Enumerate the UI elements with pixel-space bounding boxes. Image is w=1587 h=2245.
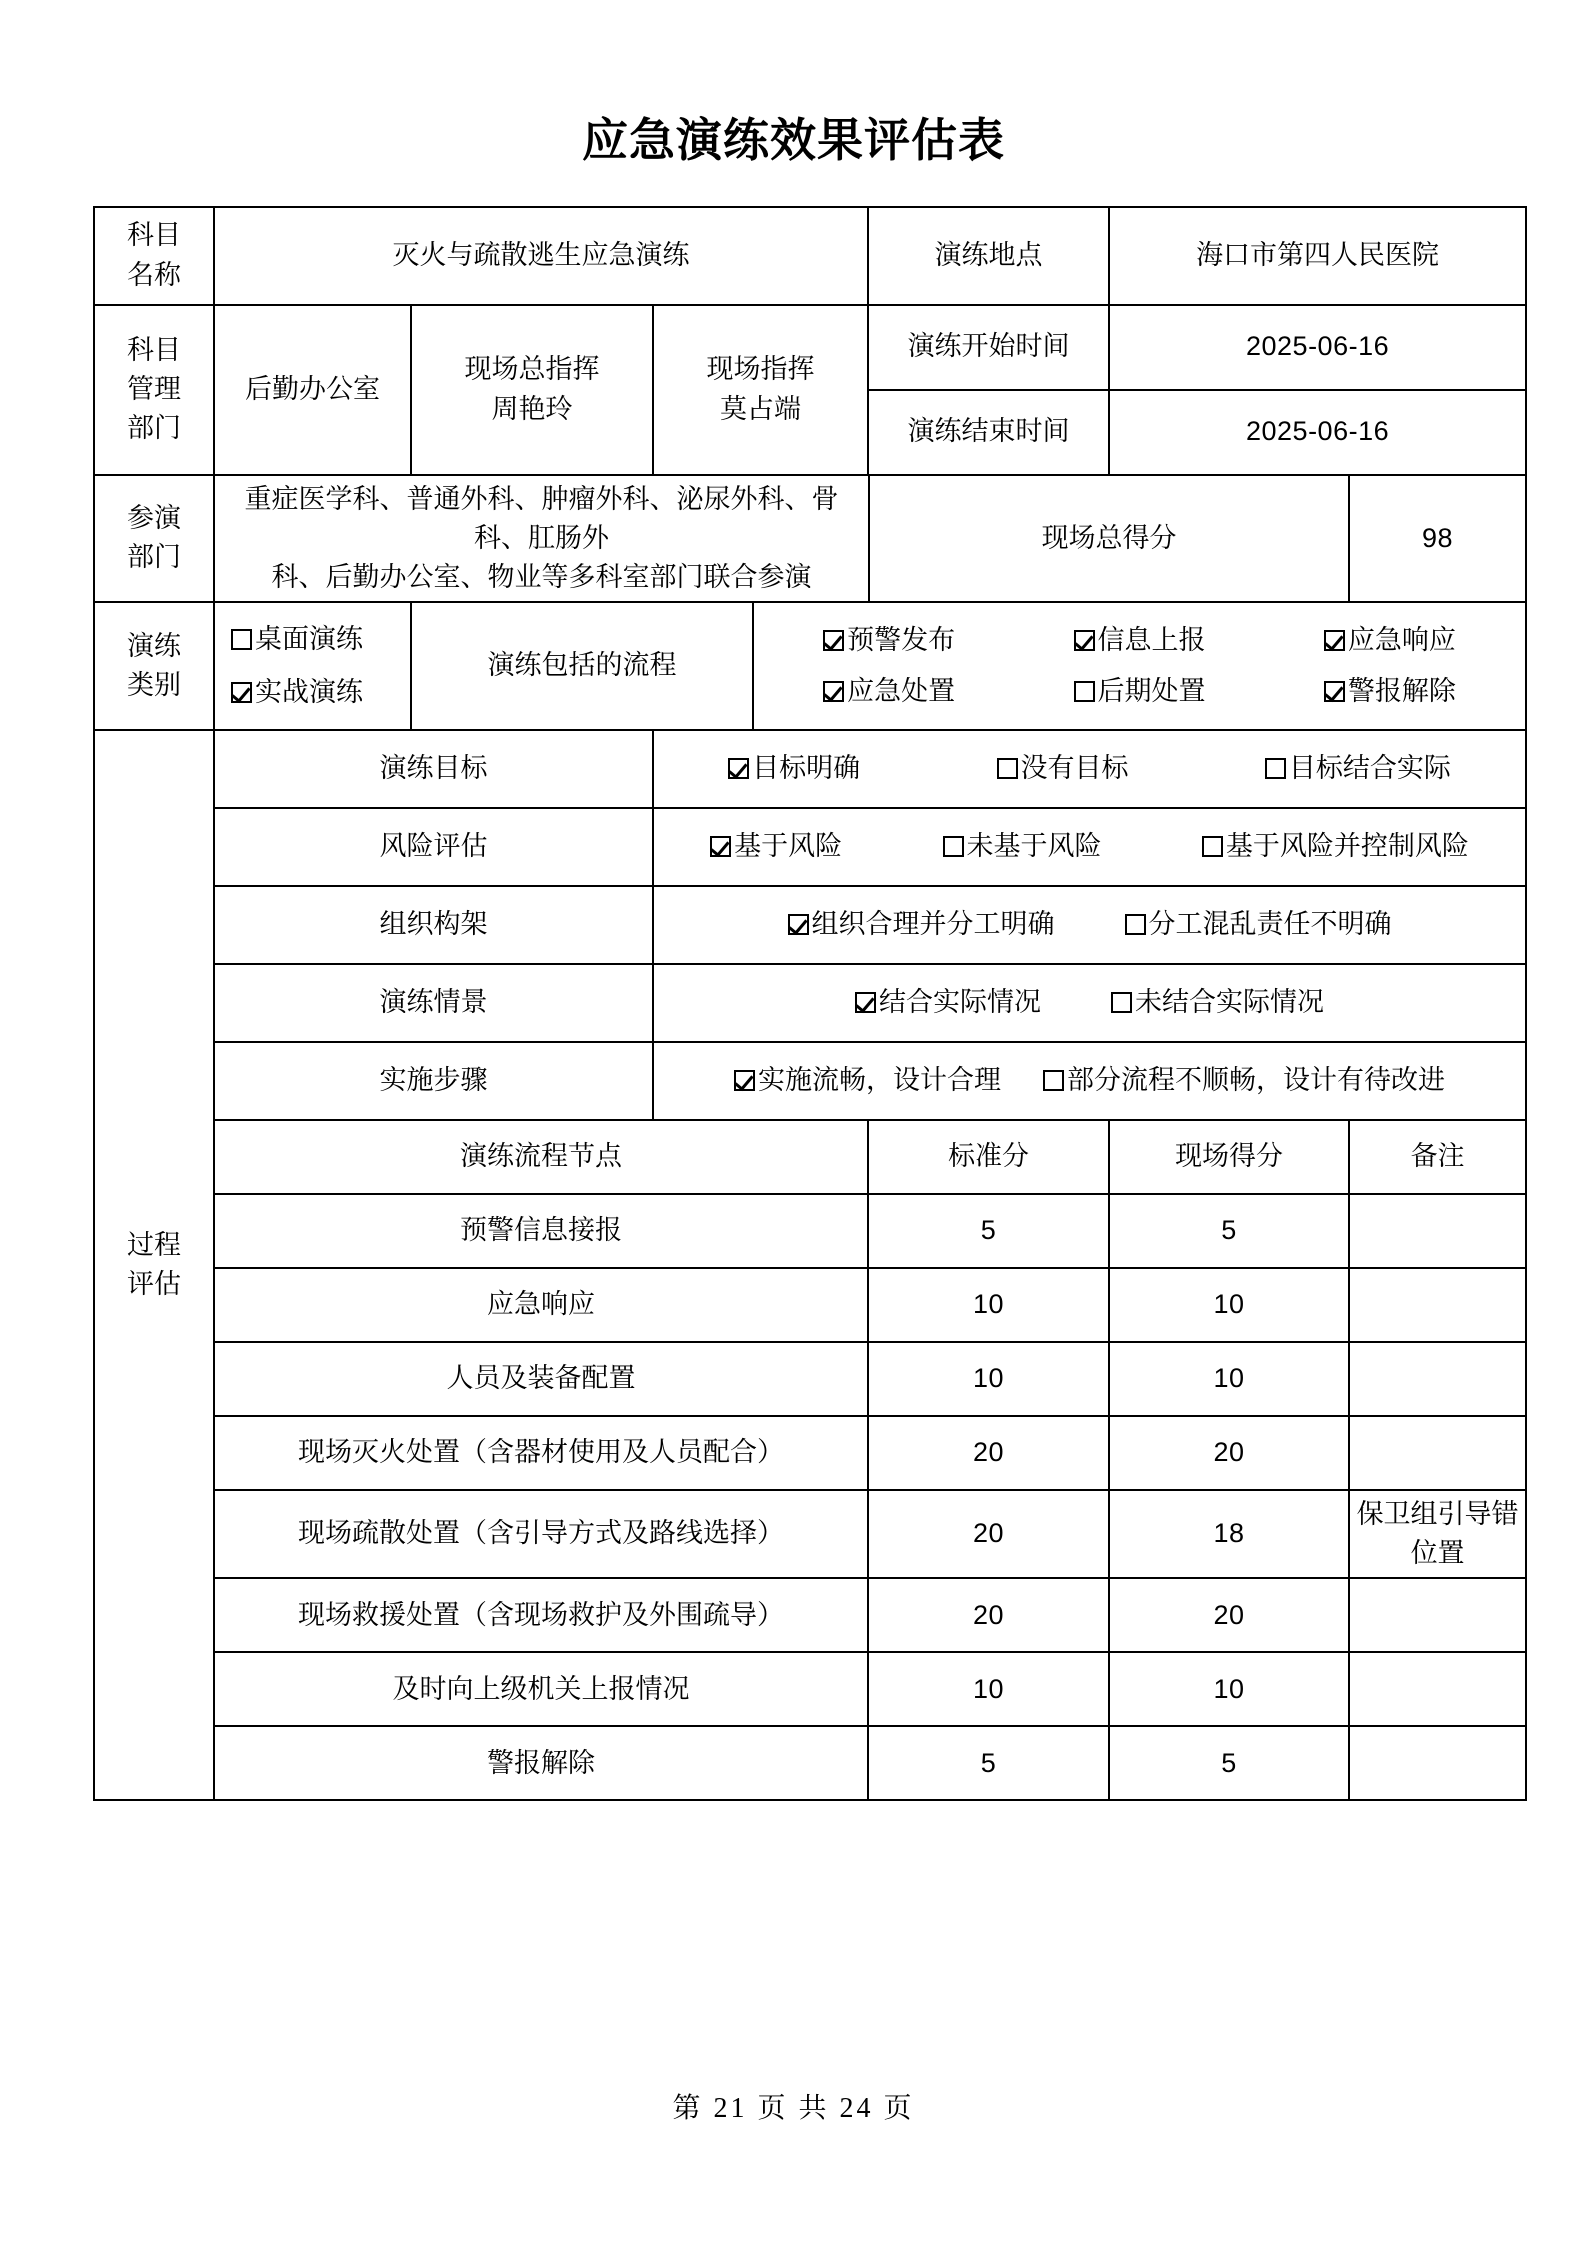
table-row-score xyxy=(94,1652,1526,1726)
subject-dept-value: 后勤办公室 xyxy=(214,305,411,475)
score-header-actual: 现场得分 xyxy=(1109,1120,1349,1194)
score-standard: 10 xyxy=(868,1342,1109,1416)
participants-value xyxy=(214,475,869,602)
drill-category-label-line2: 类别 xyxy=(127,669,181,700)
checkbox-option-warning-release[interactable] xyxy=(823,621,955,660)
total-score-value: 98 xyxy=(1349,475,1526,602)
chief-commander-name: 周艳玲 xyxy=(491,393,573,424)
score-header-remark: 备注 xyxy=(1349,1120,1526,1194)
criteria-name-risk: 风险评估 xyxy=(214,808,653,886)
checkbox-checked-icon[interactable] xyxy=(710,836,731,857)
checkbox-checked-icon[interactable] xyxy=(1324,681,1345,702)
checkbox-option-tabletop-drill[interactable] xyxy=(231,620,363,659)
score-node: 应急响应 xyxy=(214,1268,868,1342)
checkbox-checked-icon[interactable] xyxy=(823,630,844,651)
criteria-options-goal xyxy=(653,730,1526,808)
checkbox-checked-icon[interactable] xyxy=(1324,630,1345,651)
score-standard: 5 xyxy=(868,1194,1109,1268)
chief-commander-cell xyxy=(411,305,653,475)
checkbox-option-risk-controlled[interactable] xyxy=(1202,827,1469,866)
criteria-name-goal: 演练目标 xyxy=(214,730,653,808)
score-remark xyxy=(1349,1268,1526,1342)
table-row-participants xyxy=(94,475,1526,602)
checkbox-label: 目标明确 xyxy=(752,753,861,784)
table-row-score-header xyxy=(94,1120,1526,1194)
checkbox-label: 后期处置 xyxy=(1097,675,1206,706)
participants-value-line2: 科、后勤办公室、物业等多科室部门联合参演 xyxy=(271,561,812,592)
total-score-label: 现场总得分 xyxy=(869,475,1349,602)
table-row-score xyxy=(94,1194,1526,1268)
checkbox-option-post-disposal[interactable] xyxy=(1074,672,1206,711)
score-remark xyxy=(1349,1416,1526,1490)
site-commander-name: 莫占端 xyxy=(720,393,802,424)
checkbox-option-org-chaotic[interactable] xyxy=(1125,905,1392,944)
score-node: 人员及装备配置 xyxy=(214,1342,868,1416)
score-standard: 10 xyxy=(868,1268,1109,1342)
evaluation-table xyxy=(93,206,1527,1802)
criteria-options-risk xyxy=(653,808,1526,886)
checkbox-checked-icon[interactable] xyxy=(734,1070,755,1091)
checkbox-option-risk-based[interactable] xyxy=(710,827,842,866)
subject-dept-label xyxy=(94,305,214,475)
checkbox-label: 未基于风险 xyxy=(966,831,1102,862)
checkbox-label: 警报解除 xyxy=(1347,675,1456,706)
checkbox-label: 信息上报 xyxy=(1097,624,1206,655)
checkbox-icon[interactable] xyxy=(1265,758,1286,779)
subject-name-label xyxy=(94,207,214,305)
subject-name-label-line2: 名称 xyxy=(127,259,181,290)
score-header-standard: 标准分 xyxy=(868,1120,1109,1194)
checkbox-label: 应急响应 xyxy=(1347,624,1456,655)
checkbox-option-not-risk-based[interactable] xyxy=(943,827,1102,866)
score-remark xyxy=(1349,1578,1526,1652)
score-remark xyxy=(1349,1194,1526,1268)
drill-category-label xyxy=(94,602,214,730)
score-actual: 18 xyxy=(1109,1490,1349,1578)
process-eval-label-line2: 评估 xyxy=(127,1269,181,1300)
checkbox-option-steps-improve[interactable] xyxy=(1043,1061,1445,1100)
score-actual: 20 xyxy=(1109,1416,1349,1490)
score-actual: 10 xyxy=(1109,1268,1349,1342)
checkbox-option-goal-practical[interactable] xyxy=(1265,749,1451,788)
checkbox-label: 桌面演练 xyxy=(255,623,363,654)
subject-name-value: 灭火与疏散逃生应急演练 xyxy=(214,207,868,305)
subject-name-label-line1: 科目 xyxy=(127,220,181,251)
checkbox-option-no-goal[interactable] xyxy=(997,749,1129,788)
checkbox-label: 没有目标 xyxy=(1020,753,1129,784)
checkbox-checked-icon[interactable] xyxy=(823,681,844,702)
checkbox-icon[interactable] xyxy=(1074,681,1095,702)
checkbox-label: 实战演练 xyxy=(255,676,363,707)
checkbox-option-goal-clear[interactable] xyxy=(728,749,860,788)
criteria-name-org: 组织构架 xyxy=(214,886,653,964)
checkbox-icon[interactable] xyxy=(1125,914,1146,935)
subject-dept-label-line2: 管理 xyxy=(127,373,181,404)
score-actual: 10 xyxy=(1109,1652,1349,1726)
drill-flow-options xyxy=(753,602,1526,730)
score-node: 及时向上级机关上报情况 xyxy=(214,1652,868,1726)
table-row-drill-category xyxy=(94,602,1526,730)
drill-category-label-line1: 演练 xyxy=(127,630,181,661)
end-time-value: 2025-06-16 xyxy=(1109,390,1526,475)
page-title: 应急演练效果评估表 xyxy=(582,114,1005,166)
criteria-name-scenario: 演练情景 xyxy=(214,964,653,1042)
table-row-criteria-org xyxy=(94,886,1526,964)
score-node: 现场疏散处置（含引导方式及路线选择） xyxy=(214,1490,868,1578)
table-row-score xyxy=(94,1342,1526,1416)
checkbox-label: 基于风险 xyxy=(734,831,843,862)
participants-value-line1: 重症医学科、普通外科、肿瘤外科、泌尿外科、骨科、肛肠外 xyxy=(244,483,839,553)
score-remark: 保卫组引导错位置 xyxy=(1349,1490,1526,1578)
checkbox-icon[interactable] xyxy=(997,758,1018,779)
checkbox-option-org-reasonable[interactable] xyxy=(788,905,1055,944)
checkbox-label: 结合实际情况 xyxy=(879,987,1042,1018)
site-commander-cell xyxy=(653,305,868,475)
score-standard: 10 xyxy=(868,1652,1109,1726)
checkbox-label: 部分流程不顺畅，设计有待改进 xyxy=(1067,1065,1446,1096)
score-actual: 5 xyxy=(1109,1726,1349,1800)
participants-label-line1: 参演 xyxy=(127,503,181,534)
checkbox-label: 实施流畅，设计合理 xyxy=(758,1065,1002,1096)
score-remark xyxy=(1349,1726,1526,1800)
score-standard: 20 xyxy=(868,1490,1109,1578)
checkbox-label: 基于风险并控制风险 xyxy=(1225,831,1469,862)
checkbox-label: 目标结合实际 xyxy=(1288,753,1451,784)
checkbox-label: 预警发布 xyxy=(847,624,956,655)
checkbox-option-steps-smooth[interactable] xyxy=(734,1061,1001,1100)
checkbox-checked-icon[interactable] xyxy=(231,682,252,703)
score-actual: 5 xyxy=(1109,1194,1349,1268)
table-row-score xyxy=(94,1490,1526,1578)
checkbox-checked-icon[interactable] xyxy=(1074,630,1095,651)
checkbox-checked-icon[interactable] xyxy=(788,914,809,935)
checkbox-checked-icon[interactable] xyxy=(855,992,876,1013)
participants-label xyxy=(94,475,214,602)
score-node: 现场灭火处置（含器材使用及人员配合） xyxy=(214,1416,868,1490)
checkbox-option-info-report[interactable] xyxy=(1074,621,1206,660)
score-standard: 5 xyxy=(868,1726,1109,1800)
score-actual: 10 xyxy=(1109,1342,1349,1416)
table-row-score xyxy=(94,1268,1526,1342)
drill-flow-options-row2 xyxy=(764,672,1515,711)
criteria-options-scenario xyxy=(653,964,1526,1042)
drill-category-options xyxy=(214,602,411,730)
criteria-name-steps: 实施步骤 xyxy=(214,1042,653,1120)
score-node: 警报解除 xyxy=(214,1726,868,1800)
checkbox-label: 应急处置 xyxy=(847,675,956,706)
chief-commander-label: 现场总指挥 xyxy=(464,354,600,385)
table-row-subject-name xyxy=(94,207,1526,305)
checkbox-option-scenario-practical[interactable] xyxy=(855,983,1041,1022)
checkbox-icon[interactable] xyxy=(1043,1070,1064,1091)
score-remark xyxy=(1349,1342,1526,1416)
end-time-label: 演练结束时间 xyxy=(868,390,1109,475)
table-row-score xyxy=(94,1726,1526,1800)
criteria-options-steps xyxy=(653,1042,1526,1120)
checkbox-label: 未结合实际情况 xyxy=(1135,987,1325,1018)
location-label: 演练地点 xyxy=(868,207,1109,305)
checkbox-option-emergency-disposal[interactable] xyxy=(823,672,955,711)
table-row-criteria-steps xyxy=(94,1042,1526,1120)
score-node: 预警信息接报 xyxy=(214,1194,868,1268)
process-eval-label-line1: 过程 xyxy=(127,1229,181,1260)
site-commander-label: 现场指挥 xyxy=(706,354,815,385)
checkbox-icon[interactable] xyxy=(231,629,252,650)
checkbox-checked-icon[interactable] xyxy=(728,758,749,779)
subject-dept-label-line3: 部门 xyxy=(127,413,181,444)
checkbox-icon[interactable] xyxy=(943,836,964,857)
score-actual: 20 xyxy=(1109,1578,1349,1652)
score-header-node: 演练流程节点 xyxy=(214,1120,868,1194)
page-footer: 第 21 页 共 24 页 xyxy=(672,2093,915,2124)
table-row-criteria-risk xyxy=(94,808,1526,886)
drill-flow-header: 演练包括的流程 xyxy=(411,602,753,730)
checkbox-option-emergency-response[interactable] xyxy=(1324,621,1456,660)
score-remark xyxy=(1349,1652,1526,1726)
process-eval-label xyxy=(94,730,214,1800)
table-row-score xyxy=(94,1416,1526,1490)
score-standard: 20 xyxy=(868,1416,1109,1490)
score-standard: 20 xyxy=(868,1578,1109,1652)
table-row-criteria-scenario xyxy=(94,964,1526,1042)
table-row-criteria-goal xyxy=(94,730,1526,808)
start-time-value: 2025-06-16 xyxy=(1109,305,1526,390)
checkbox-label: 组织合理并分工明确 xyxy=(811,909,1055,940)
start-time-label: 演练开始时间 xyxy=(868,305,1109,390)
criteria-options-org xyxy=(653,886,1526,964)
location-value: 海口市第四人民医院 xyxy=(1109,207,1526,305)
subject-dept-label-line1: 科目 xyxy=(127,334,181,365)
score-node: 现场救援处置（含现场救护及外围疏导） xyxy=(214,1578,868,1652)
checkbox-option-alarm-clear[interactable] xyxy=(1324,672,1456,711)
participants-label-line2: 部门 xyxy=(127,542,181,573)
drill-flow-options-row1 xyxy=(764,621,1515,660)
table-row-dept-start-time xyxy=(94,305,1526,390)
checkbox-option-scenario-impractical[interactable] xyxy=(1111,983,1324,1022)
checkbox-icon[interactable] xyxy=(1111,992,1132,1013)
checkbox-option-live-drill[interactable] xyxy=(231,673,363,712)
table-row-score xyxy=(94,1578,1526,1652)
checkbox-label: 分工混乱责任不明确 xyxy=(1148,909,1392,940)
checkbox-icon[interactable] xyxy=(1202,836,1223,857)
